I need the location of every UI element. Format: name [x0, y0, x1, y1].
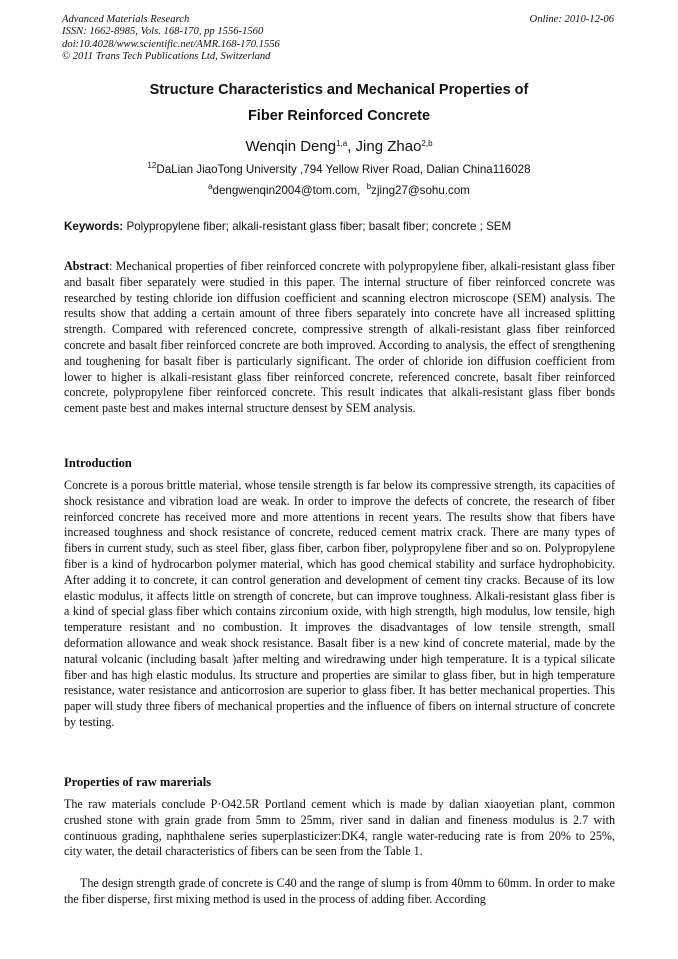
- author-name: Jing Zhao: [355, 138, 422, 155]
- keywords-text: Polypropylene fiber; alkali-resistant glass fiber; basalt fiber; concrete ; SEM: [123, 220, 512, 233]
- author-superscript: 2,b: [421, 139, 433, 148]
- email-superscript: a: [208, 182, 213, 191]
- email-link[interactable]: dengwenqin2004@tom.com,: [212, 184, 361, 197]
- abstract-label: Abstract: [64, 259, 110, 273]
- author-superscript: 1,a: [336, 139, 348, 148]
- keywords: [64, 220, 616, 233]
- affiliation-text: DaLian JiaoTong University ,794 Yellow River Road, Dalian China116028: [156, 163, 531, 176]
- online-date: Online: 2010-12-06: [529, 14, 614, 25]
- abstract: [64, 259, 615, 417]
- doi-line: doi:10.4028/www.scientific.net/AMR.168-170.1556: [62, 38, 280, 50]
- author-list: [0, 138, 678, 155]
- author-name: Wenqin Deng: [245, 138, 337, 155]
- abstract-text: : Mechanical properties of fiber reinforced concrete with polypropylene fiber, alkali-resistant glass fiber and basalt fiber separately were studied in this paper. The internal structure of fiber reinforced concrete was researched by testing chloride ion diffusion coefficient and scanning electron microscope (SEM) analysis. The results show that adding a certain amount of three fibers separately into concrete have all increased splitting strength. Compared with referenced concrete, compressive strength of alkali-resistant glass fiber reinforced concrete and basalt fiber reinforced concrete are both improved. According to analysis, the effect of srengthening and toughening for basalt fiber is particularly significant. The order of chloride ion diffusion coefficient from lower to higher is alkali-resistant glass fiber reinforced concrete, referenced concrete, basalt fiber reinforced concrete, polypropylene fiber reinforced concrete. This result indicates that alkali-resistant glass fiber bonds cement paste best and makes internal structure densest by SEM analysis.: [64, 259, 615, 416]
- email-superscript: b: [366, 182, 372, 191]
- journal-name: Advanced Materials Research: [62, 14, 190, 25]
- section-heading-introduction: Introduction: [64, 456, 132, 470]
- introduction-paragraph: Concrete is a porous brittle material, whose tensile strength is far below its compressive strength, its capacities of shock resistance and vibration load are weak. In order to improve the defects of concrete, the research of fiber reinforced concrete has received more and more attentions in recent years. The results show that fibers have increased toughness and shock resistance of concrete, reduced cement matrix crack. There are many types of fibers in current study, such as steel fiber, glass fiber, carbon fiber, polypropylene fiber and so on. Polypropylene fiber is a kind of hydrocarbon polymer material, which has good chemical stability and surface hydrophobicity. After adding it to concrete, it can control generation and development of cement tiny cracks. Because of its low elastic modulus, it affects little on strength of concrete, but can improve toughness. Alkali-resistant glass fiber is a kind of special glass fiber which contains zirconium oxide, with high strength, high modulus, low tensile, high temperature resistant and no combustion. It improves the disadvantages of low tensile strength, small deformation allowance and weak shock resistance. Basalt fiber is a new kind of concrete material, made by the natural volcanic (including basalt )after melting and wiredrawing under high temperature. It is a typical silicate fiber and has high elastic modulus. Its structure and properties are similar to glass fiber, but in high temperature resistance, water resistance and anticorrosion are superior to glass fiber. It has better mechanical properties. This paper will study three fibers of mechanical properties and the influence of fibers on internal structure of concrete by testing.: [64, 478, 615, 729]
- paper-title-line-2: Fiber Reinforced Concrete: [247, 108, 431, 124]
- keywords-label: Keywords:: [64, 220, 124, 233]
- issn-line: ISSN: 1662-8985, Vols. 168-170, pp 1556-1560: [62, 26, 264, 38]
- affiliation: [0, 163, 678, 176]
- section-heading-raw-materials: Properties of raw marerials: [64, 775, 212, 789]
- email-link[interactable]: zjing27@sohu.com: [371, 184, 470, 197]
- copyright-line: © 2011 Trans Tech Publications Ltd, Switzerland: [62, 51, 271, 63]
- raw-materials-paragraph: The raw materials conclude P·O42.5R Portland cement which is made by dalian xiaoyetian plant, common crushed stone with grain grade from 5mm to 25mm, river sand in dalian and fineness modulus is 2.7 with continuous grading, naphthalene series superplasticizer:DK4, rangle water-reducing rate is from 20% to 25%, city water, the detail characteristics of fibers can be seen from the Table 1.: [64, 797, 615, 859]
- design-paragraph: The design strength grade of concrete is C40 and the range of slump is from 40mm to 60mm. In order to make the fiber disperse, first mixing method is used in the process of adding fiber. According: [64, 876, 615, 906]
- paper-title-line-1: Structure Characteristics and Mechanical Properties of: [149, 82, 529, 98]
- author-separator: ,: [347, 138, 356, 155]
- affiliation-superscript: 12: [147, 161, 157, 170]
- journal-header: [62, 14, 280, 64]
- email-list: [0, 184, 678, 197]
